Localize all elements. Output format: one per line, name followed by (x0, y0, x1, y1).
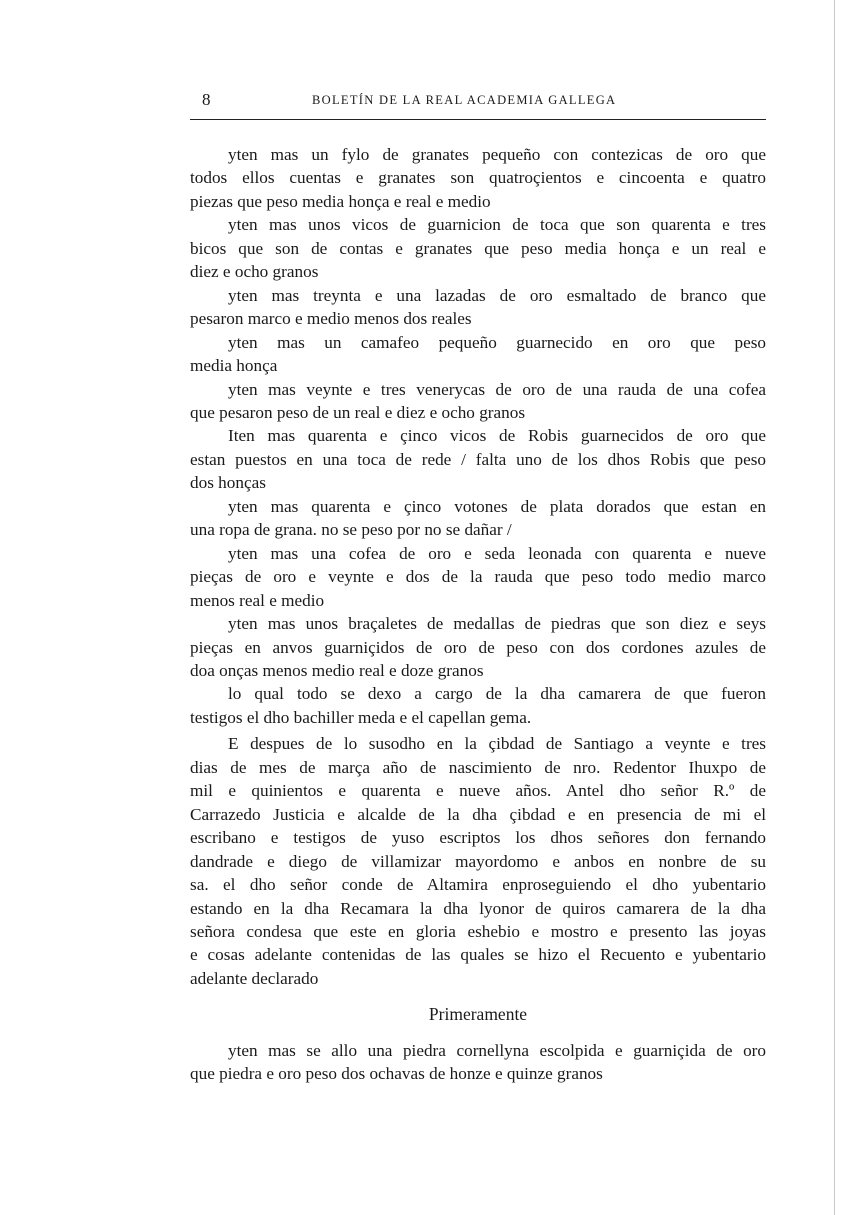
text-line: bicos que son de contas e granates que peso media honça e un real e (190, 238, 766, 258)
running-header (190, 90, 766, 112)
header-rule (190, 119, 766, 120)
text-line: yten mas unos braçaletes de medallas de piedras que son diez e seys (228, 614, 766, 634)
narrative-paragraph (190, 732, 766, 990)
paragraph (190, 732, 766, 990)
paragraph (190, 378, 766, 425)
text-line: que pesaron peso de un real e diez e ocho granos (190, 402, 526, 422)
text-line: yten mas una cofea de oro e seda leonada con quarenta e nueve (228, 543, 766, 563)
text-line: testigos el dho bachiller meda e el capellan gema. (190, 707, 532, 727)
text-line: diez e ocho granos (190, 262, 319, 282)
text-line: piezas que peso media honça e real e medio (190, 191, 491, 211)
paragraph (190, 1039, 766, 1086)
paragraph (190, 682, 766, 729)
text-line: estan puestos en una toca de rede / falta uno de los dhos Robis que peso (190, 449, 766, 469)
paragraph (190, 612, 766, 682)
text-line: Iten mas quarenta e çinco vicos de Robis guarnecidos de oro que (228, 426, 766, 446)
document-body (190, 143, 766, 1086)
section-heading: Primeramente (428, 1004, 528, 1025)
text-line: estando en la dha Recamara la dha lyonor de quiros camarera de la dha (190, 898, 766, 918)
text-line: lo qual todo se dexo a cargo de la dha camarera de que fueron (228, 684, 766, 704)
text-line: dias de mes de marça año de nascimiento de nro. Redentor Ihuxpo de (190, 757, 766, 777)
text-line: dandrade e diego de villamizar mayordomo e anbos en nonbre de su (190, 851, 766, 871)
text-line: yten mas unos vicos de guarnicion de toca que son quarenta e tres (228, 215, 766, 235)
text-line: pieças de oro e veynte e dos de la rauda que peso todo medio marco (190, 567, 766, 587)
text-line: pieças en anvos guarniçidos de oro de peso con dos cordones azules de (190, 637, 766, 657)
text-line: yten mas un camafeo pequeño guarnecido en oro que peso (228, 332, 766, 352)
text-line: que piedra e oro peso dos ochavas de honze e quinze granos (190, 1064, 603, 1084)
text-line: media honça (190, 356, 278, 376)
text-line: Carrazedo Justicia e alcalde de la dha çibdad e en presencia de mi el (190, 804, 766, 824)
text-line: adelante declarado (190, 968, 319, 988)
paragraph (190, 495, 766, 542)
text-line: yten mas un fylo de granates pequeño con contezicas de oro que (228, 145, 766, 164)
text-line: E despues de lo susodho en la çibdad de Santiago a veynte e tres (228, 734, 766, 754)
text-line: una ropa de grana. no se peso por no se dañar / (190, 520, 512, 540)
text-line: señora condesa que este en gloria eshebio e mostro e presento las joyas (190, 921, 766, 941)
text-line: menos real e medio (190, 590, 325, 610)
text-line: yten mas veynte e tres venerycas de oro de una rauda de una cofea (228, 379, 766, 399)
text-line: pesaron marco e medio menos dos reales (190, 309, 472, 329)
text-line: yten mas se allo una piedra cornellyna escolpida e guarniçida de oro (228, 1040, 766, 1060)
inventory-items (190, 143, 766, 729)
journal-title: BOLETÍN DE LA REAL ACADEMIA GALLEGA (312, 93, 617, 107)
text-line: sa. el dho señor conde de Altamira enproseguiendo el dho yubentario (190, 875, 766, 895)
scan-edge-line (834, 0, 835, 1215)
paragraph (190, 424, 766, 494)
paragraph (190, 284, 766, 331)
text-line: dos honças (190, 473, 266, 493)
text-line: escribano e testigos de yuso escriptos los dhos señores don fernando (190, 828, 766, 848)
text-line: e cosas adelante contenidas de las quales se hizo el Recuento e yubentario (190, 945, 766, 965)
text-line: yten mas quarenta e çinco votones de plata dorados que estan en (228, 496, 766, 516)
paragraph (190, 213, 766, 283)
page-number: 8 (202, 90, 211, 109)
paragraph (190, 331, 766, 378)
text-line: mil e quinientos e quarenta e nueve años. Antel dho señor R.º de (190, 781, 766, 801)
first-item-paragraph (190, 1039, 766, 1086)
text-line: yten mas treynta e una lazadas de oro esmaltado de branco que (228, 285, 766, 305)
paragraph (190, 143, 766, 213)
text-line: todos ellos cuentas e granates son quatroçientos e cincoenta e quatro (190, 168, 766, 188)
paragraph (190, 542, 766, 612)
text-line: doa onças menos medio real e doze granos (190, 660, 484, 680)
